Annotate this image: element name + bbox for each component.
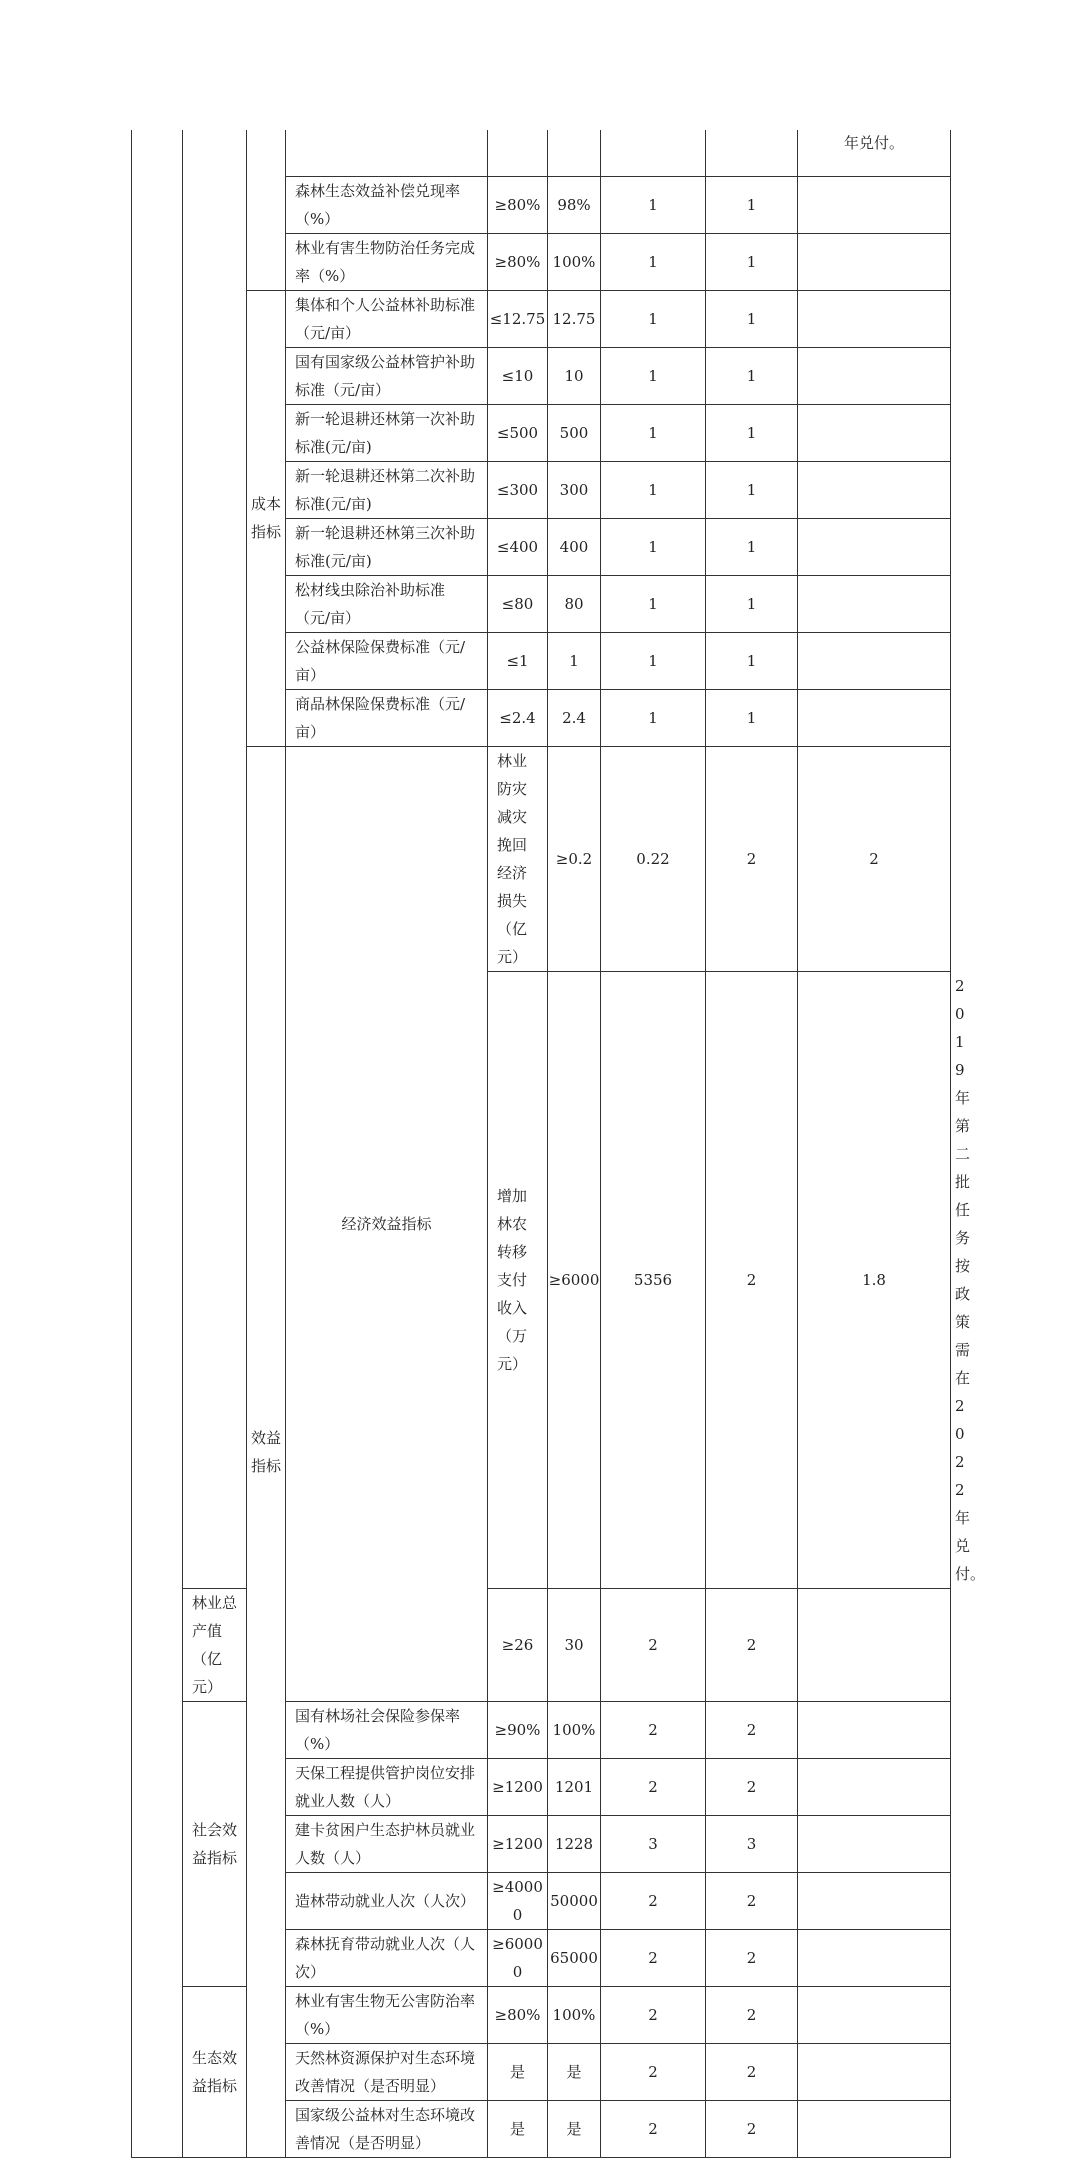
- level1-column: [132, 130, 183, 2157]
- indicator-name: 国家级公益林对生态环境改善情况（是否明显）: [286, 2100, 488, 2157]
- note-cell: [798, 2100, 951, 2157]
- indicator-name: 商品林保险保费标准（元/亩）: [286, 689, 488, 746]
- actual-value: 98%: [548, 176, 601, 233]
- actual-value: 是: [548, 2100, 601, 2157]
- indicator-name: 公益林保险保费标准（元/亩）: [286, 632, 488, 689]
- weight-score: 2: [601, 1701, 706, 1758]
- weight-score: 1: [601, 575, 706, 632]
- note-cell: [798, 1758, 951, 1815]
- actual-value: 300: [548, 461, 601, 518]
- target-value: ≥6000: [548, 971, 601, 1588]
- actual-value: 1228: [548, 1815, 601, 1872]
- target-value: ≥60000: [488, 1929, 548, 1986]
- actual-value: 500: [548, 404, 601, 461]
- actual-value: 是: [548, 2043, 601, 2100]
- obtained-score: 1.8: [798, 971, 951, 1588]
- target-value: ≥26: [488, 1588, 548, 1701]
- note-cell: [798, 1815, 951, 1872]
- obtained-score: 2: [706, 2100, 798, 2157]
- indicator-name: 森林抚育带动就业人次（人次）: [286, 1929, 488, 1986]
- target-value: ≤1: [488, 632, 548, 689]
- weight-score: 1: [601, 347, 706, 404]
- indicator-name: 建卡贫困户生态护林员就业人数（人）: [286, 1815, 488, 1872]
- target-value: ≥80%: [488, 1986, 548, 2043]
- indicator-name: 林业总产值（亿元）: [183, 1588, 247, 1701]
- level2-column-output: [183, 130, 247, 1588]
- weight-score: 2: [601, 1929, 706, 1986]
- actual-value: 100%: [548, 1701, 601, 1758]
- obtained-score: 1: [706, 461, 798, 518]
- indicator-name: 林业有害生物无公害防治率（%）: [286, 1986, 488, 2043]
- target-value: ≤500: [488, 404, 548, 461]
- weight-score: 1: [601, 689, 706, 746]
- actual-value: 0.22: [601, 746, 706, 971]
- indicator-name: 集体和个人公益林补助标准（元/亩）: [286, 290, 488, 347]
- actual-value: 10: [548, 347, 601, 404]
- note-cell: [798, 290, 951, 347]
- table-row: 增加林农转移支付收入（万元） ≥6000 5356 2 1.8 2019年第二批任务按政策需在2022年兑付。: [132, 971, 951, 1588]
- note-cell: [798, 404, 951, 461]
- obtained-score: 1: [706, 575, 798, 632]
- note-cell: [798, 1872, 951, 1929]
- note-cell: [798, 233, 951, 290]
- obtained-score: 2: [706, 1986, 798, 2043]
- indicator-name: 松材线虫除治补助标准（元/亩）: [286, 575, 488, 632]
- weight-score: 1: [601, 290, 706, 347]
- obtained-score: 1: [706, 176, 798, 233]
- note-cell: [798, 2043, 951, 2100]
- target-value: ≥0.2: [548, 746, 601, 971]
- indicator-name: 国有国家级公益林管护补助标准（元/亩）: [286, 347, 488, 404]
- indicator-name: 森林生态效益补偿兑现率（%）: [286, 176, 488, 233]
- actual-value: 100%: [548, 233, 601, 290]
- indicator-name: 造林带动就业人次（人次）: [286, 1872, 488, 1929]
- obtained-score: 2: [706, 1588, 798, 1701]
- obtained-score: 1: [706, 518, 798, 575]
- note-cell: [798, 518, 951, 575]
- target-value: ≤80: [488, 575, 548, 632]
- indicator-name: 增加林农转移支付收入（万元）: [488, 971, 548, 1588]
- weight-score: 2: [706, 971, 798, 1588]
- obtained-score: 2: [706, 1929, 798, 1986]
- note-cell: [798, 689, 951, 746]
- target-value: ≤2.4: [488, 689, 548, 746]
- target-value: ≥40000: [488, 1872, 548, 1929]
- indicator-name: 新一轮退耕还林第一次补助标准(元/亩): [286, 404, 488, 461]
- obtained-score: 3: [706, 1815, 798, 1872]
- weight-score: 1: [601, 518, 706, 575]
- actual-value: 12.75: [548, 290, 601, 347]
- obtained-score: 2: [706, 1701, 798, 1758]
- obtained-score: 2: [706, 1872, 798, 1929]
- weight-score: 1: [601, 176, 706, 233]
- benefit-indicator-label: 效益指标: [247, 746, 286, 2157]
- weight-score: 1: [601, 404, 706, 461]
- obtained-score: 1: [706, 689, 798, 746]
- obtained-score: 2: [706, 1758, 798, 1815]
- weight-score: 2: [601, 1872, 706, 1929]
- note-cell: [798, 575, 951, 632]
- actual-value: 1201: [548, 1758, 601, 1815]
- actual-value: 5356: [601, 971, 706, 1588]
- target-value: ≤300: [488, 461, 548, 518]
- target-value: 是: [488, 2043, 548, 2100]
- table-row: [132, 130, 951, 176]
- actual-value: 65000: [548, 1929, 601, 1986]
- social-benefit-label: 社会效益指标: [183, 1701, 247, 1986]
- target-value: ≤10: [488, 347, 548, 404]
- note-cell: [798, 347, 951, 404]
- actual-value: 50000: [548, 1872, 601, 1929]
- table-row: [132, 290, 951, 347]
- note-cell: [798, 461, 951, 518]
- obtained-score: 1: [706, 632, 798, 689]
- note-cell: [798, 1701, 951, 1758]
- note-cell: [798, 1929, 951, 1986]
- weight-score: 2: [601, 2100, 706, 2157]
- weight-score: 3: [601, 1815, 706, 1872]
- actual-value: 80: [548, 575, 601, 632]
- table-row: [132, 746, 951, 971]
- indicator-name: 天保工程提供管护岗位安排就业人数（人）: [286, 1758, 488, 1815]
- note-cell: [798, 1986, 951, 2043]
- actual-value: 1: [548, 632, 601, 689]
- level3-column-quality: [247, 130, 286, 290]
- indicator-name: 国有林场社会保险参保率（%）: [286, 1701, 488, 1758]
- performance-indicator-table: [131, 130, 986, 2158]
- obtained-score: 2: [798, 746, 951, 971]
- weight-score: 2: [601, 1986, 706, 2043]
- indicator-name: 新一轮退耕还林第二次补助标准(元/亩): [286, 461, 488, 518]
- obtained-score: 1: [706, 233, 798, 290]
- target-value: 是: [488, 2100, 548, 2157]
- note-cell: [798, 1588, 951, 1701]
- obtained-score: 2: [706, 2043, 798, 2100]
- ecological-benefit-label: 生态效益指标: [183, 1986, 247, 2157]
- note-cell: 年兑付。: [798, 130, 951, 176]
- target-value: ≥80%: [488, 176, 548, 233]
- actual-value: 2.4: [548, 689, 601, 746]
- note-cell: [798, 176, 951, 233]
- target-value: ≥1200: [488, 1815, 548, 1872]
- weight-score: 2: [601, 2043, 706, 2100]
- obtained-score: 1: [706, 347, 798, 404]
- obtained-score: 1: [706, 404, 798, 461]
- indicator-name: 新一轮退耕还林第三次补助标准(元/亩): [286, 518, 488, 575]
- weight-score: 2: [601, 1588, 706, 1701]
- actual-value: 100%: [548, 1986, 601, 2043]
- target-value: ≥90%: [488, 1701, 548, 1758]
- target-value: ≥80%: [488, 233, 548, 290]
- economic-benefit-label: 经济效益指标: [286, 746, 488, 1701]
- cost-indicator-label: 成本指标: [247, 290, 286, 746]
- indicator-name: 林业有害生物防治任务完成率（%）: [286, 233, 488, 290]
- target-value: ≥1200: [488, 1758, 548, 1815]
- actual-value: 30: [548, 1588, 601, 1701]
- indicator-name: 林业防灾减灾挽回经济损失（亿元）: [488, 746, 548, 971]
- target-value: ≤12.75: [488, 290, 548, 347]
- actual-value: 400: [548, 518, 601, 575]
- weight-score: 2: [601, 1758, 706, 1815]
- weight-score: 1: [601, 461, 706, 518]
- target-value: ≤400: [488, 518, 548, 575]
- weight-score: 2: [706, 746, 798, 971]
- weight-score: 1: [601, 632, 706, 689]
- obtained-score: 1: [706, 290, 798, 347]
- note-cell: [798, 632, 951, 689]
- indicator-name: 天然林资源保护对生态环境改善情况（是否明显）: [286, 2043, 488, 2100]
- weight-score: 1: [601, 233, 706, 290]
